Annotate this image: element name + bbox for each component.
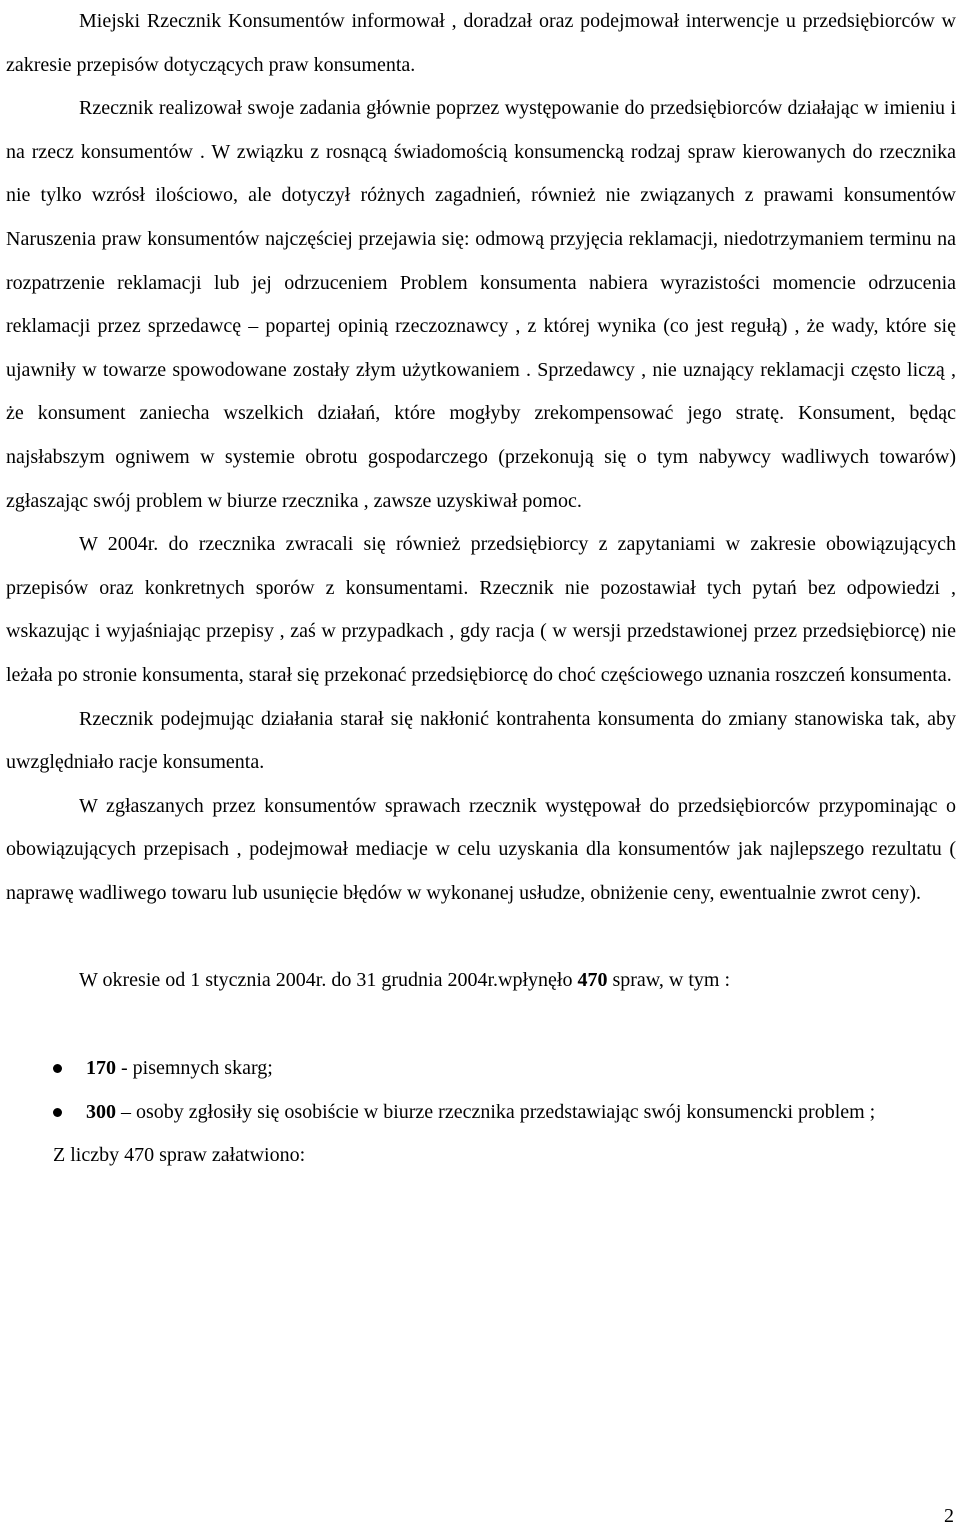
summary-total: 470 xyxy=(577,969,608,992)
case-description: – osoby zgłosiły się osobiście w biurze rzecznika przedstawiając swój konsumencki problem ; xyxy=(116,1100,876,1123)
list-item xyxy=(86,1047,956,1091)
summary-suffix: spraw, w tym : xyxy=(607,969,731,992)
bullet-icon xyxy=(53,1108,62,1117)
case-count: 170 xyxy=(86,1057,116,1080)
summary-prefix: W okresie od 1 stycznia 2004r. do 31 grudnia 2004r.wpłynęło xyxy=(79,969,578,992)
case-description: - pisemnych skarg; xyxy=(116,1057,273,1080)
bullet-icon xyxy=(53,1064,62,1073)
list-item xyxy=(86,1091,956,1135)
summary-line xyxy=(6,959,956,1003)
case-count: 300 xyxy=(86,1100,116,1123)
paragraph-mediation: W zgłaszanych przez konsumentów sprawach rzecznik występował do przedsiębiorców przypominając o obowiązujących przepisach , podejmował mediacje w celu uzyskania dla konsumentów jak najlepszego rezultatu ( naprawę wadliwego towaru lub usunięcie błędów w wykonanej usłudze, obniżenie ceny, ewentualnie zwrot ceny). xyxy=(6,794,956,904)
paragraph-entrepreneurs-queries: W 2004r. do rzecznika zwracali się również przedsiębiorcy z zapytaniami w zakresie obowiązujących przepisów oraz konkretnych sporów z konsumentami. Rzecznik nie pozostawiał tych pytań bez odpowiedzi , wskazując i wyjaśniając przepisy , zaś w przypadkach , gdy racja ( w wersji przedstawionej przez przedsiębiorcę) nie leżała po stronie konsumenta, starał się przekonać przedsiębiorcę do choć częściowego uznania roszczeń konsumenta. xyxy=(6,533,956,686)
document-page xyxy=(6,0,956,1178)
case-breakdown-list xyxy=(6,1047,956,1134)
paragraph-intro: Miejski Rzecznik Konsumentów informował , doradzał oraz podejmował interwencje u przedsiębiorców w zakresie przepisów dotyczących praw konsumenta. xyxy=(6,10,956,76)
resolved-intro: Z liczby 470 spraw załatwiono: xyxy=(53,1144,306,1167)
paragraph-complaints-nature: Rzecznik realizował swoje zadania głównie poprzez występowanie do przedsiębiorców działając w imieniu i na rzecz konsumentów . W związku z rosnącą świadomością konsumencką rodzaj spraw kierowanych do rzecznika nie tylko wzrósł ilościowo, ale dotyczył różnych zagadnień, również nie związanych z prawami konsumentów Naruszenia praw konsumentów najczęściej przejawia się: odmową przyjęcia reklamacji, niedotrzymaniem terminu na rozpatrzenie reklamacji lub jej odrzuceniem Problem konsumenta nabiera wyrazistości momencie odrzucenia reklamacji przez sprzedawcę – popartej opinią rzeczoznawcy , z której wynika (co jest regułą) , że wady, które się ujawniły w towarze spowodowane zostały złym użytkowaniem . Sprzedawcy , nie uznający reklamacji często liczą , że konsument zaniecha wszelkich działań, które mogłyby zrekompensować jego stratę. Konsument, będąc najsłabszym ogniwem w systemie obrotu gospodarczego (przekonują się o tym nabywcy wadliwych towarów) zgłaszając swój problem w biurze rzecznika , zawsze uzyskiwał pomoc. xyxy=(6,97,956,512)
page-number: 2 xyxy=(944,1505,954,1527)
paragraph-persuasion: Rzecznik podejmując działania starał się nakłonić kontrahenta konsumenta do zmiany stanowiska tak, aby uwzględniało racje konsumenta. xyxy=(6,707,956,774)
